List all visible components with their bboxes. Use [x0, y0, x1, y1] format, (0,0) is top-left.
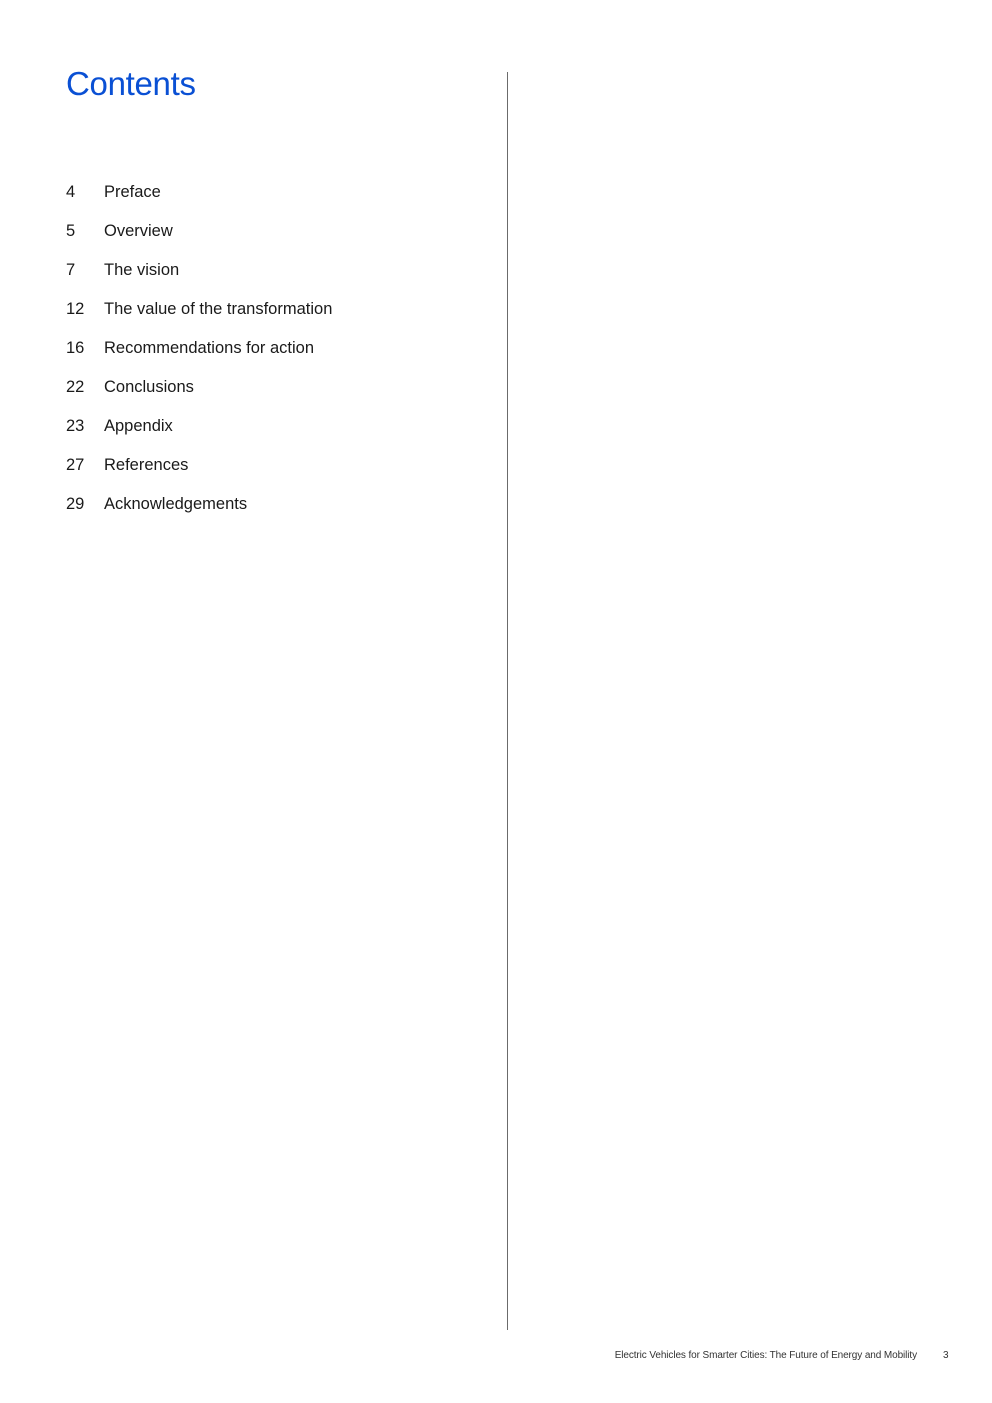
- footer-document-title: Electric Vehicles for Smarter Cities: The Future of Energy and Mobility: [614, 1350, 917, 1361]
- toc-item-appendix[interactable]: [66, 406, 332, 445]
- toc-item-acknowledgements[interactable]: [66, 484, 332, 523]
- toc-label: Recommendations for action: [104, 338, 315, 357]
- toc-item-conclusions[interactable]: [66, 367, 332, 406]
- page-title: Contents: [66, 65, 196, 102]
- toc-page-number: 4: [66, 182, 76, 201]
- toc-page-number: 29: [66, 494, 85, 513]
- toc-label: Overview: [104, 221, 173, 240]
- toc-item-recommendations[interactable]: [66, 328, 332, 367]
- toc-item-vision[interactable]: [66, 250, 332, 289]
- toc-label: The vision: [104, 260, 180, 279]
- footer-page-number: 3: [943, 1350, 949, 1361]
- toc-page-number: 22: [66, 377, 85, 396]
- toc-label: Acknowledgements: [104, 494, 248, 513]
- toc-item-preface[interactable]: [66, 172, 332, 211]
- toc-page-number: 7: [66, 260, 76, 279]
- table-of-contents: [66, 172, 332, 523]
- toc-label: Conclusions: [104, 377, 194, 396]
- toc-item-references[interactable]: [66, 445, 332, 484]
- toc-label: Preface: [104, 182, 161, 201]
- toc-label: The value of the transformation: [104, 299, 333, 318]
- toc-page-number: 5: [66, 221, 76, 240]
- toc-label: References: [104, 455, 189, 474]
- column-divider: [507, 72, 508, 1330]
- toc-page-number: 27: [66, 455, 85, 474]
- toc-page-number: 23: [66, 416, 85, 435]
- toc-item-overview[interactable]: [66, 211, 332, 250]
- toc-label: Appendix: [104, 416, 173, 435]
- toc-item-value[interactable]: [66, 289, 332, 328]
- toc-page-number: 16: [66, 338, 85, 357]
- toc-page-number: 12: [66, 299, 85, 318]
